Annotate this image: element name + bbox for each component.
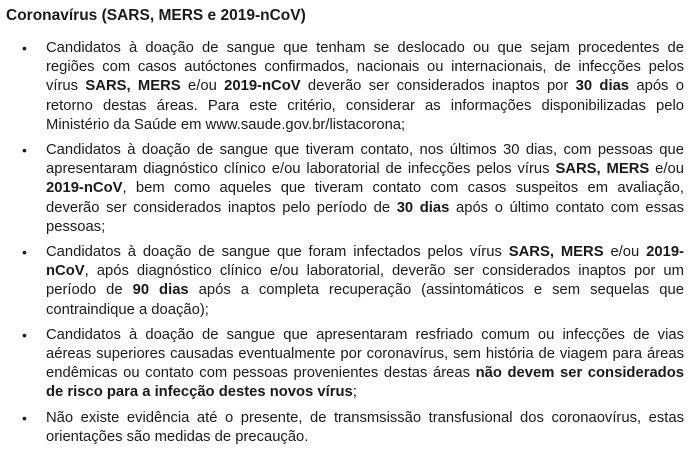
- bold-text-run: SARS, MERS: [508, 244, 604, 261]
- text-run: ;: [352, 384, 357, 401]
- item-text: [46, 244, 684, 318]
- text-run: após a completa recuperação (assintomáticos e sem sequelas que contraindique a doação);: [46, 282, 684, 318]
- text-run: Candidatos à doação de sangue que foram infectados pelos vírus: [46, 244, 509, 261]
- item-text: [46, 142, 684, 235]
- text-run: , bem como aqueles que tiveram contato com casos suspeitos em avaliação, deverão ser considerados inaptos pelo período de: [46, 180, 684, 216]
- text-run: após o último contato com essas pessoas;: [46, 199, 684, 235]
- item-text: [46, 40, 684, 133]
- item-text: [46, 410, 684, 445]
- list-item: [6, 243, 684, 320]
- bullet-icon: •: [22, 142, 27, 159]
- text-run: Candidatos à doação de sangue que tenham se deslocado ou que sejam procedentes de regiões com casos autóctones confirmados, nacionais ou internacionais, de infecções pelos vírus: [46, 40, 684, 95]
- text-run: Candidatos à doação de sangue que tiveram contato, nos últimos 30 dias, com pessoas que apresentaram diagnóstico clínico e/ou laboratorial de infecções pelos vírus: [46, 142, 684, 178]
- bold-text-run: 2019-nCoV: [46, 244, 684, 280]
- list-item: [6, 141, 684, 237]
- text-run: Não existe evidência até o presente, de transmsissão transfusional dos coronaovírus, estas orientações são medidas de precaução.: [46, 409, 684, 445]
- list-item: [6, 326, 684, 403]
- text-run: e/ou: [649, 161, 684, 178]
- criteria-list: [6, 39, 684, 447]
- list-item: [6, 409, 684, 447]
- bullet-icon: •: [22, 409, 27, 426]
- section-heading: Coronavírus (SARS, MERS e 2019-nCoV): [6, 7, 306, 24]
- bullet-icon: •: [22, 244, 27, 261]
- bold-text-run: não devem ser considerados de risco para a infecção destes novos vírus: [46, 365, 684, 401]
- bold-text-run: SARS, MERS: [85, 78, 181, 95]
- bold-text-run: 90 dias: [132, 282, 189, 299]
- bold-text-run: 2019-nCoV: [46, 180, 123, 197]
- list-item: [6, 39, 684, 135]
- text-run: e/ou: [603, 244, 647, 261]
- bullet-icon: •: [22, 326, 27, 343]
- text-run: Candidatos à doação de sangue que apresentaram resfriado comum ou infecções de vias aéreas superiores causadas eventualmente por coronavírus, sem história de viagem para áreas endêmicas ou contato com pessoas provenientes destas áreas: [46, 326, 684, 382]
- item-text: [46, 327, 684, 401]
- text-run: e/ou: [180, 78, 225, 95]
- bullet-icon: •: [22, 40, 27, 56]
- bold-text-run: 30 dias: [396, 199, 450, 216]
- bold-text-run: SARS, MERS: [555, 161, 650, 178]
- text-run: deverão ser considerados inaptos por: [300, 78, 576, 95]
- bold-text-run: 2019-nCoV: [224, 78, 301, 95]
- bold-text-run: 30 dias: [575, 78, 630, 95]
- text-run: após o retorno destas áreas. Para este critério, considerar as informações disponibilizadas pelo Ministério da Saúde em www.saude.gov.br/listacorona;: [46, 78, 684, 133]
- text-run: , após diagnóstico clínico e/ou laboratorial, deverão ser considerados inaptos por um período de: [46, 263, 684, 299]
